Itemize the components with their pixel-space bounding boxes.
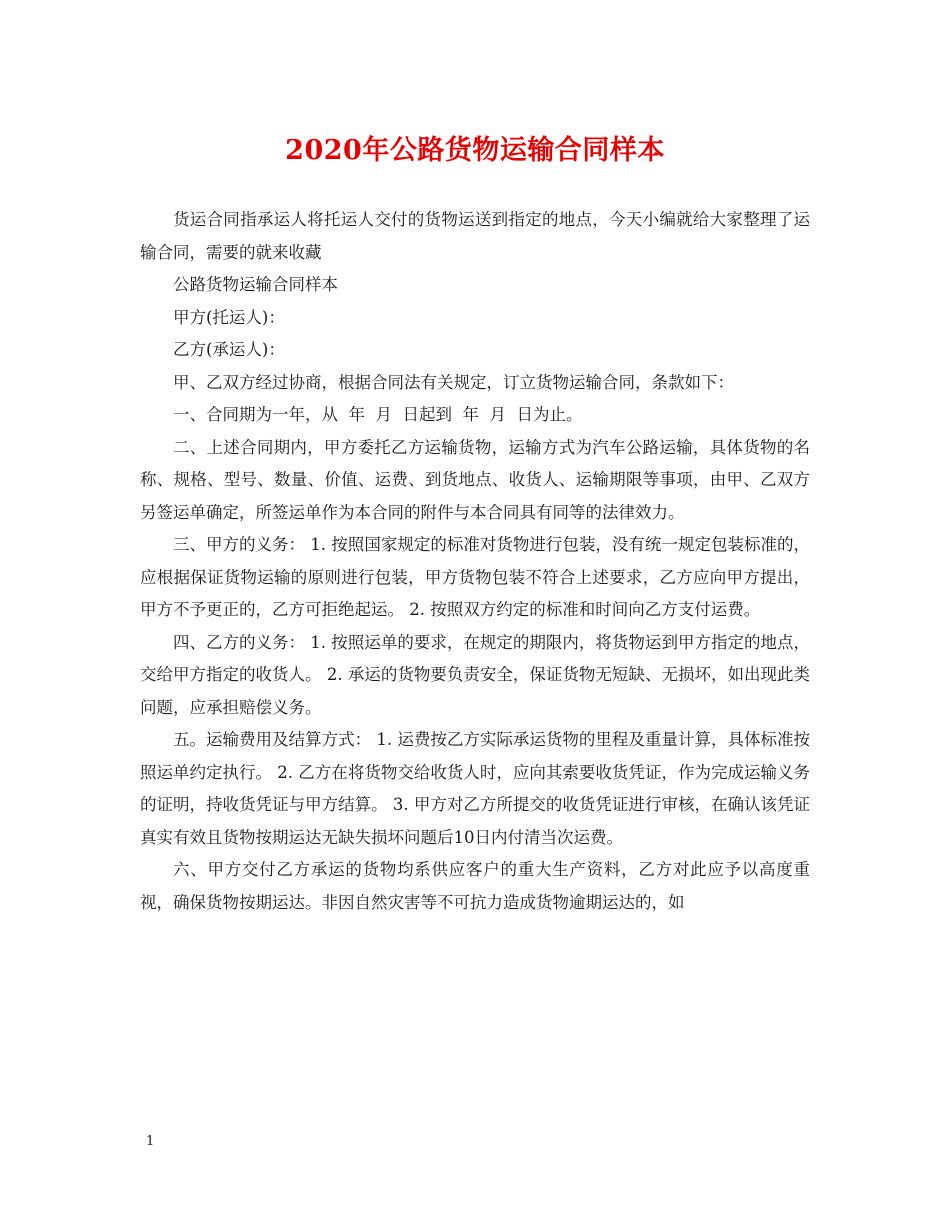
clause-6: 六、甲方交付乙方承运的货物均系供应客户的重大生产资料，乙方对此应予以高度重视，确保货物按期运达。非因自然灾害等不可抗力造成货物逾期运达的，如 [140, 860, 810, 912]
clause-4: 四、乙方的义务： 1. 按照运单的要求，在规定的期限内，将货物运到甲方指定的地点，交给甲方指定的收货人。 2. 承运的货物要负责安全，保证货物无短缺、无损坏，如出现此类问题，应承担赔偿义务。 [140, 632, 810, 717]
clause-5: 五。运输费用及结算方式： 1. 运费按乙方实际承运货物的里程及重量计算，具体标准按照运单约定执行。 2. 乙方在将货物交给收货人时，应向其索要收货凭证，作为完成运输义务的证明，持收货凭证与甲方结算。 3. 甲方对乙方所提交的收货凭证进行审核，在确认该凭证真实有效且货物按期运达无缺失损坏问题后10日内付清当次运费。 [140, 730, 810, 847]
clause-2: 二、上述合同期内，甲方委托乙方运输货物，运输方式为汽车公路运输，具体货物的名称、规格、型号、数量、价值、运费、到货地点、收货人、运输期限等事项，由甲、乙双方另签运单确定，所签运单作为本合同的附件与本合同具有同等的法律效力。 [140, 437, 810, 522]
party-b-line: 乙方(承运人)： [173, 340, 285, 359]
clause-3: 三、甲方的义务： 1. 按照国家规定的标准对货物进行包装，没有统一规定包装标准的，应根据保证货物运输的原则进行包装，甲方货物包装不符合上述要求，乙方应向甲方提出，甲方不予更正的，乙方可拒绝起运。 2. 按照双方约定的标准和时间向乙方支付运费。 [140, 535, 810, 619]
clause-1: 一、合同期为一年，从 年 月 日起到 年 月 日为止。 [173, 405, 583, 424]
party-a-line: 甲方(托运人)： [173, 307, 285, 327]
document-title: 2020年公路货物运输合同样本 [285, 135, 665, 166]
contract-heading: 公路货物运输合同样本 [173, 275, 338, 294]
page-number: 1 [146, 1134, 155, 1149]
preamble-paragraph: 甲、乙双方经过协商，根据合同法有关规定，订立货物运输合同，条款如下： [173, 372, 734, 392]
intro-paragraph: 货运合同指承运人将托运人交付的货物运送到指定的地点，今天小编就给大家整理了运输合同，需要的就来收藏 [140, 210, 810, 262]
document-body [140, 204, 810, 919]
